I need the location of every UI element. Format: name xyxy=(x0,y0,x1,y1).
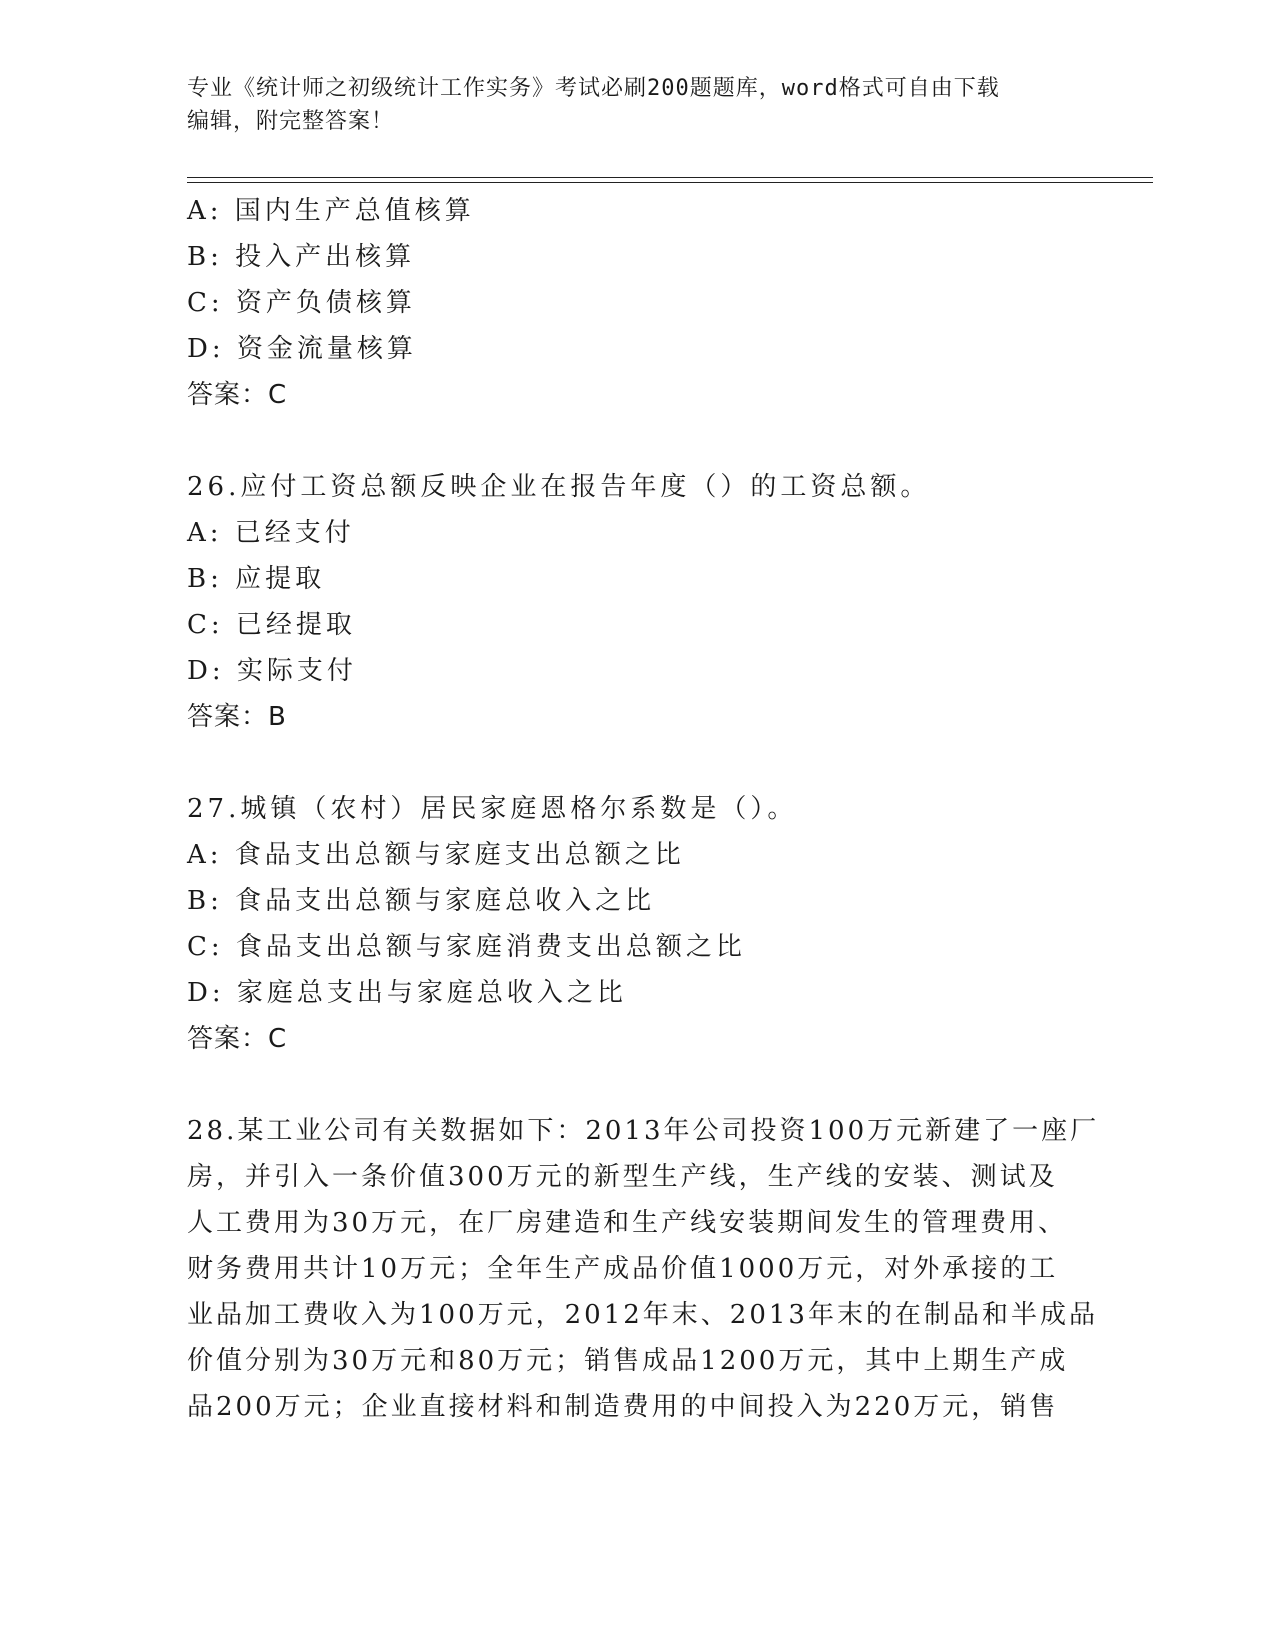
option-a: A: 已经支付 xyxy=(187,518,355,548)
question-text-line: 业品加工费收入为100万元，2012年末、2013年末的在制品和半成品 xyxy=(187,1300,1098,1330)
spacer xyxy=(187,740,1087,786)
question-content xyxy=(187,188,1100,1430)
option-b: B: 应提取 xyxy=(187,564,326,594)
spacer xyxy=(187,1062,1087,1108)
question-27 xyxy=(187,786,1087,1062)
header-line-1: 专业《统计师之初级统计工作实务》考试必刷200题题库，word格式可自由下载 xyxy=(187,76,1000,101)
option-c: C: 食品支出总额与家庭消费支出总额之比 xyxy=(187,932,746,962)
option-b: B: 投入产出核算 xyxy=(187,242,416,272)
header-divider-top xyxy=(187,177,1153,178)
question-text: 26.应付工资总额反映企业在报告年度（）的工资总额。 xyxy=(187,472,931,502)
answer: 答案：B xyxy=(187,702,287,732)
option-a: A: 食品支出总额与家庭支出总额之比 xyxy=(187,840,685,870)
question-25 xyxy=(187,188,1087,418)
option-c: C: 资产负债核算 xyxy=(187,288,416,318)
question-text: 27.城镇（农村）居民家庭恩格尔系数是（）。 xyxy=(187,794,798,824)
answer: 答案：C xyxy=(187,1024,288,1054)
question-text-line: 人工费用为30万元，在厂房建造和生产线安装期间发生的管理费用、 xyxy=(187,1208,1068,1238)
option-d: D: 家庭总支出与家庭总收入之比 xyxy=(187,978,627,1008)
question-26 xyxy=(187,464,1087,740)
option-c: C: 已经提取 xyxy=(187,610,356,640)
option-b: B: 食品支出总额与家庭总收入之比 xyxy=(187,886,656,916)
question-text-line: 财务费用共计10万元；全年生产成品价值1000万元，对外承接的工 xyxy=(187,1254,1059,1284)
answer: 答案：C xyxy=(187,380,288,410)
header-line-2: 编辑，附完整答案！ xyxy=(187,109,395,134)
question-28 xyxy=(187,1108,1100,1430)
option-a: A: 国内生产总值核算 xyxy=(187,196,475,226)
question-text-line: 价值分别为30万元和80万元；销售成品1200万元，其中上期生产成 xyxy=(187,1346,1069,1376)
question-text-line: 品200万元；企业直接材料和制造费用的中间投入为220万元，销售 xyxy=(187,1392,1059,1422)
question-text-line: 28.某工业公司有关数据如下：2013年公司投资100万元新建了一座厂 xyxy=(187,1116,1100,1146)
question-text-line: 房，并引入一条价值300万元的新型生产线，生产线的安装、测试及 xyxy=(187,1162,1058,1192)
option-d: D: 资金流量核算 xyxy=(187,334,417,364)
document-header xyxy=(187,72,1087,138)
spacer xyxy=(187,418,1087,464)
header-divider-bottom xyxy=(187,182,1153,183)
option-d: D: 实际支付 xyxy=(187,656,357,686)
